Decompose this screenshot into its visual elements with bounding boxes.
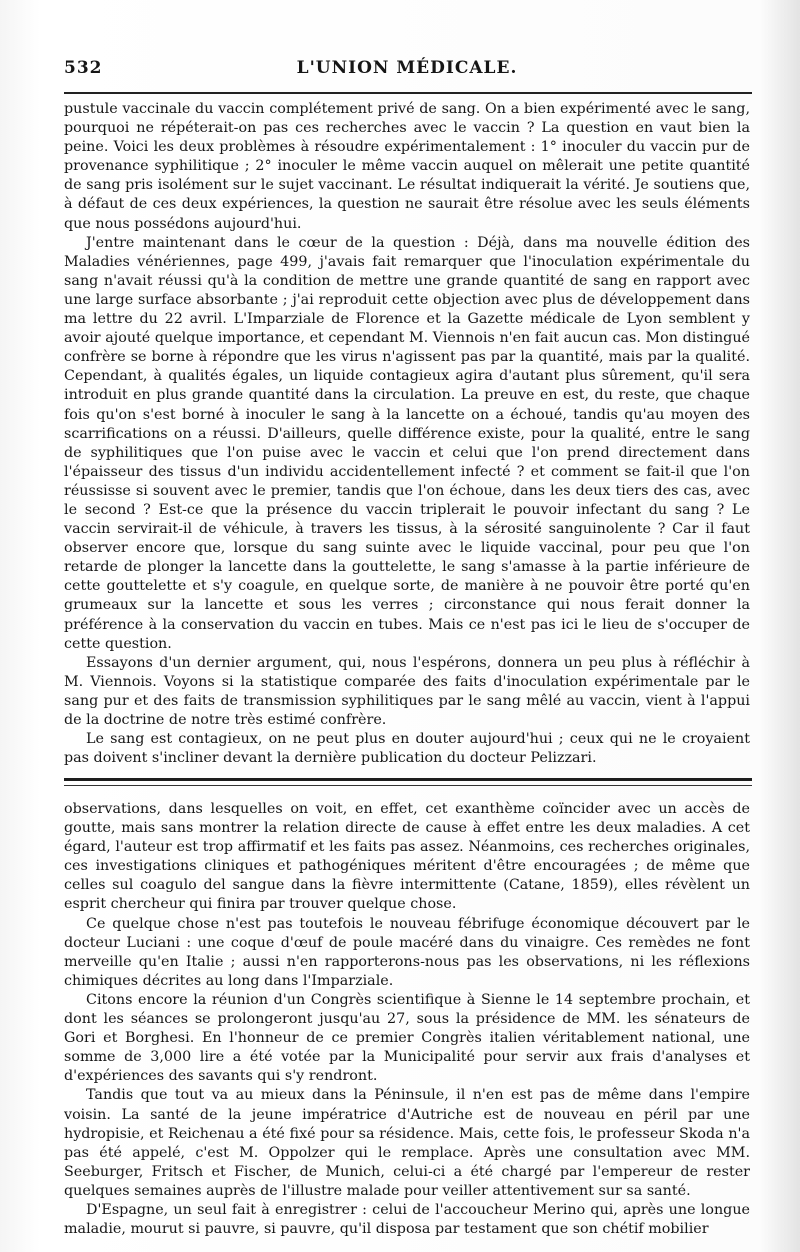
paragraph: J'entre maintenant dans le cœur de la question : Déjà, dans ma nouvelle édition des Maladies vénériennes, page 499, j'avais fait remarquer que l'inoculation expérimentale du sang n'avait réussi qu'à la condition de mettre une grande quantité de sang en rapport avec une large surface absorbante ; j'ai reproduit cette objection avec plus de développement dans ma lettre du 22 avril. L'Imparziale de Florence et la Gazette médicale de Lyon semblent y avoir ajouté quelque importance, et cependant M. Viennois n'en fait aucun cas. Mon distingué confrère se borne à répondre que les virus n'agissent pas par la quantité, mais par la qualité. Cependant, à qualités égales, un liquide contagieux agira d'autant plus sûrement, qu'il sera introduit en plus grande quantité dans la circulation. La preuve en est, du reste, que chaque fois qu'on s'est borné à inoculer le sang à la lancette on a échoué, tandis qu'au moyen des scarrifications on a réussi. D'ailleurs, quelle différence existe, pour la qualité, entre le sang de syphilitiques que l'on puise avec le vaccin et celui que l'on prend directement dans l'épaisseur des tissus d'un individu accidentellement infecté ? et comment se fait-il que l'on réussisse si souvent avec le premier, tandis que l'on échoue, dans les deux tiers des cas, avec le second ? Est-ce que la présence du vaccin triplerait le pouvoir infectant du sang ? Le vaccin servirait-il de véhicule, à travers les tissus, à la sérosité sanguinolente ? Car il faut observer encore que, lorsque du sang suinte avec le liquide vaccinal, pour peu que l'on retarde de plonger la lancette dans la gouttelette, le sang s'amasse à la partie inférieure de cette gouttelette et s'y coagule, en quelque sorte, de manière à ne pouvoir être porté qu'en grumeaux sur la lancette et sous les verres ; circonstance qui nous ferait donner la préférence à la conservation du vaccin en tubes. Mais ce n'est pas ici le lieu de s'occuper de cette question.	[64, 234, 750, 652]
paragraph: Citons encore la réunion d'un Congrès scientifique à Sienne le 14 septembre prochain, et dont les séances se prolongeront jusqu'au 27, sous la présidence de MM. les sénateurs de Gori et Borghesi. En l'honneur de ce premier Congrès italien véritablement national, une somme de 3,000 lire a été votée par la Municipalité pour servir aux frais d'analyses et d'expériences des savants qui s'y rendront.	[64, 991, 750, 1085]
page-header	[64, 58, 750, 86]
feuilleton-separator-rule-thin	[64, 785, 752, 786]
paragraph: Tandis que tout va au mieux dans la Péninsule, il n'en est pas de même dans l'empire voisin. La santé de la jeune impératrice d'Autriche est de nouveau en péril par une hydropisie, et Reichenau a été fixé pour sa résidence. Mais, cette fois, le professeur Skoda n'a pas été appelé, c'est M. Oppolzer qui le remplace. Après une consultation avec MM. Seeburger, Fritsch et Fischer, de Munich, celui-ci a été chargé par l'empereur de rester quelques semaines auprès de l'illustre malade pour veiller attentivement sur sa santé.	[64, 1087, 750, 1199]
paragraph: D'Espagne, un seul fait à enregistrer : celui de l'accoucheur Merino qui, après une longue maladie, mourut si pauvre, si pauvre, qu'il disposa par testament que son chétif mobilier	[64, 1201, 750, 1238]
feuilleton-separator-rule	[64, 778, 752, 781]
paragraph: pustule vaccinale du vaccin complétement privé de sang. On a bien expérimenté avec le sang, pourquoi ne répéterait-on pas ces recherches avec le vaccin ? La question en vaut bien la peine. Voici les deux problèmes à résoudre expérimentalement : 1° inoculer du vaccin pur de provenance syphilitique ; 2° inoculer le même vaccin auquel on mêlerait une petite quantité de sang pris isolément sur le sujet vaccinant. Le résultat indiquerait la vérité. Je soutiens que, à défaut de ces deux expériences, la question ne saurait être résolue avec les seuls éléments que nous possédons aujourd'hui.	[64, 101, 750, 232]
paragraph: Le sang est contagieux, on ne peut plus en douter aujourd'hui ; ceux qui ne le croyaient pas doivent s'incliner devant la dernière publication du docteur Pelizzari.	[64, 731, 750, 767]
feuilleton-section	[64, 800, 750, 1239]
page-number: 532	[64, 58, 103, 78]
header-rule	[64, 92, 752, 94]
paragraph: Essayons d'un dernier argument, qui, nous l'espérons, donnera un peu plus à réfléchir à M. Viennois. Voyons si la statistique comparée des faits d'inoculation expérimentale par le sang pur et des faits de transmission syphilitiques par le sang mêlé au vaccin, vient à l'appui de la doctrine de notre très estimé confrère.	[64, 654, 750, 728]
running-title: L'UNION MÉDICALE.	[296, 58, 518, 78]
main-article-section	[64, 100, 750, 768]
paragraph: observations, dans lesquelles on voit, en effet, cet exanthème coïncider avec un accès de goutte, mais sans montrer la relation directe de cause à effet entre les deux maladies. A cet égard, l'auteur est trop affirmatif et les faits pas assez. Néanmoins, ces recherches originales, ces investigations cliniques et pathogéniques méritent d'être encouragées ; de même que celles sul coagulo del sangue dans la fièvre intermittente (Catane, 1859), elles révèlent un esprit chercheur qui finira par trouver quelque chose.	[64, 801, 750, 913]
paragraph: Ce quelque chose n'est pas toutefois le nouveau fébrifuge économique découvert par le docteur Luciani : une coque d'œuf de poule macéré dans du vinaigre. Ces remèdes ne font merveille qu'en Italie ; aussi n'en rapporterons-nous pas les observations, ni les réflexions chimiques décrites au long dans l'Imparziale.	[64, 915, 750, 989]
